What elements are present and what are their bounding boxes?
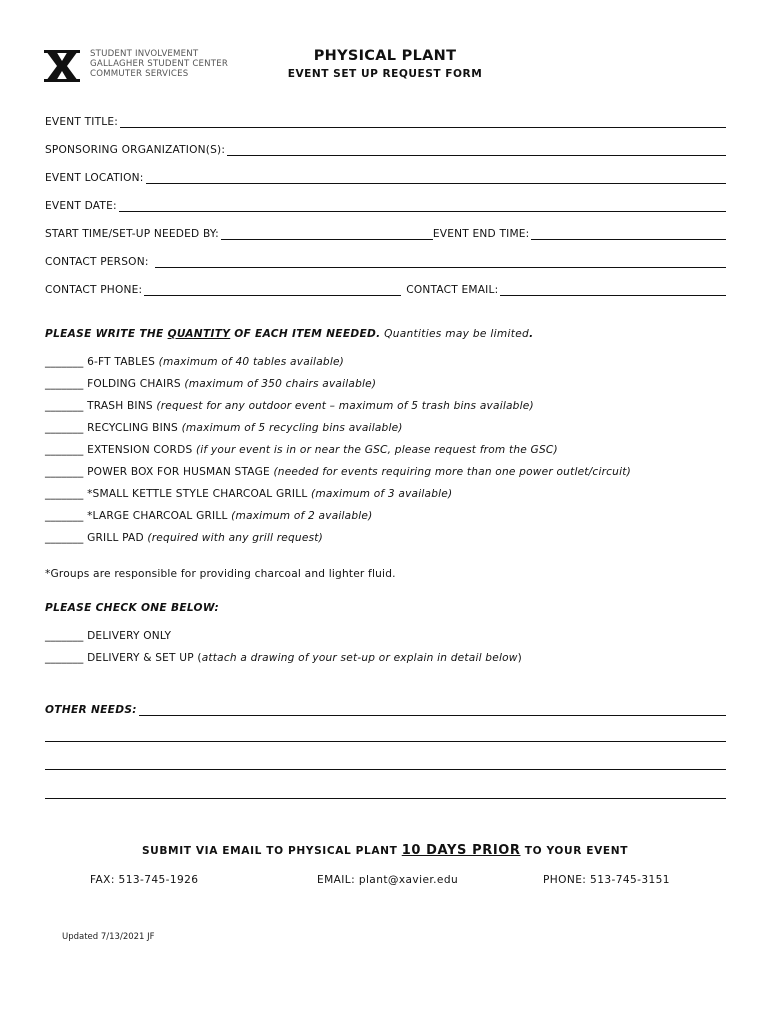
org-line: COMMUTER SERVICES: [90, 69, 189, 79]
delivery-only-label: DELIVERY ONLY: [87, 630, 172, 642]
delivery-setup-row: [45, 652, 522, 664]
item-label: GRILL PAD: [87, 532, 144, 544]
delivery-setup-label: DELIVERY & SET UP (: [87, 652, 202, 664]
delivery-only-row: [45, 630, 171, 642]
location-label: EVENT LOCATION:: [45, 172, 144, 184]
delivery-setup-end: ): [517, 652, 522, 664]
contact-person-field[interactable]: [155, 256, 726, 268]
item-note: (if your event is in or near the GSC, please request from the GSC): [195, 444, 558, 456]
item-note: (maximum of 3 available): [311, 488, 453, 500]
item-label: 6-FT TABLES: [87, 356, 156, 368]
item-label: TRASH BINS: [87, 400, 153, 412]
quantity-blank[interactable]: _______: [45, 510, 84, 522]
submit-tail: TO YOUR EVENT: [520, 845, 629, 857]
updated-note: Updated 7/13/2021 JF: [62, 932, 155, 942]
item-note: (maximum of 40 tables available): [158, 356, 345, 368]
item-label: FOLDING CHAIRS: [87, 378, 181, 390]
page-title: PHYSICAL PLANT: [313, 48, 457, 64]
item-row: [45, 444, 558, 456]
instr-quantity: QUANTITY: [167, 328, 231, 340]
other-needs-line[interactable]: [45, 769, 726, 770]
check-blank[interactable]: _______: [45, 630, 84, 642]
org-line: GALLAGHER STUDENT CENTER: [90, 59, 229, 69]
event-title-label: EVENT TITLE:: [45, 116, 119, 128]
contact-phone-label: CONTACT PHONE:: [45, 284, 143, 296]
quantity-blank[interactable]: _______: [45, 532, 84, 544]
start-time-label: START TIME/SET-UP NEEDED BY:: [45, 228, 219, 240]
contact-person-label: CONTACT PERSON:: [45, 256, 149, 268]
quantity-blank[interactable]: _______: [45, 378, 84, 390]
check-heading: PLEASE CHECK ONE BELOW:: [45, 602, 220, 614]
other-needs-row: [45, 702, 726, 716]
sponsoring-field[interactable]: [227, 144, 726, 156]
quantity-blank[interactable]: _______: [45, 466, 84, 478]
date-row: [45, 198, 726, 212]
contact-email-field[interactable]: [500, 284, 726, 296]
phone-number: PHONE: 513-745-3151: [543, 874, 670, 886]
item-note: (maximum of 2 available): [231, 510, 373, 522]
quantity-blank[interactable]: _______: [45, 422, 84, 434]
instr-dot: .: [529, 328, 534, 340]
quantity-blank[interactable]: _______: [45, 400, 84, 412]
item-note: (required with any grill request): [147, 532, 323, 544]
quantity-instructions: [45, 328, 533, 340]
item-label: *SMALL KETTLE STYLE CHARCOAL GRILL: [87, 488, 308, 500]
instr-tail: OF EACH ITEM NEEDED.: [230, 328, 381, 340]
footnote: *Groups are responsible for providing charcoal and lighter fluid.: [45, 568, 396, 580]
quantity-blank[interactable]: _______: [45, 356, 84, 368]
location-row: [45, 170, 726, 184]
time-row: [45, 226, 726, 240]
end-time-label: EVENT END TIME:: [432, 228, 530, 240]
location-field[interactable]: [146, 172, 726, 184]
contact-person-row: [45, 254, 726, 268]
quantity-blank[interactable]: _______: [45, 488, 84, 500]
other-needs-field[interactable]: [139, 704, 726, 716]
other-needs-line[interactable]: [45, 741, 726, 742]
item-row: [45, 466, 631, 478]
submit-emphasis: 10 DAYS PRIOR: [401, 843, 521, 858]
email-address: EMAIL: plant@xavier.edu: [317, 874, 459, 886]
item-row: [45, 532, 323, 544]
item-label: RECYCLING BINS: [87, 422, 178, 434]
contact-email-label: CONTACT EMAIL:: [406, 284, 499, 296]
other-needs-label: OTHER NEEDS:: [45, 704, 137, 716]
item-note: (maximum of 350 chairs available): [184, 378, 377, 390]
check-blank[interactable]: _______: [45, 652, 84, 664]
page-subtitle: EVENT SET UP REQUEST FORM: [287, 68, 483, 80]
sponsoring-row: [45, 142, 726, 156]
event-title-field[interactable]: [120, 116, 726, 128]
item-row: [45, 356, 344, 368]
quantity-blank[interactable]: _______: [45, 444, 84, 456]
item-row: [45, 400, 534, 412]
submit-lead: SUBMIT VIA EMAIL TO PHYSICAL PLANT: [141, 845, 402, 857]
item-row: [45, 378, 376, 390]
org-line: STUDENT INVOLVEMENT: [90, 49, 199, 59]
item-note: (needed for events requiring more than one power outlet/circuit): [273, 466, 631, 478]
contact-phone-field[interactable]: [144, 284, 401, 296]
other-needs-line[interactable]: [45, 798, 726, 799]
fax-number: FAX: 513-745-1926: [90, 874, 199, 886]
item-label: EXTENSION CORDS: [87, 444, 193, 456]
item-row: [45, 510, 373, 522]
delivery-setup-note: attach a drawing of your set-up or explain in detail below: [201, 652, 518, 664]
start-time-field[interactable]: [221, 228, 433, 240]
sponsoring-label: SPONSORING ORGANIZATION(S):: [45, 144, 226, 156]
item-row: [45, 488, 452, 500]
item-note: (maximum of 5 recycling bins available): [181, 422, 403, 434]
item-row: [45, 422, 403, 434]
contact-phone-row: [45, 282, 726, 296]
instr-lead: PLEASE WRITE THE: [45, 328, 168, 340]
end-time-field[interactable]: [531, 228, 726, 240]
submit-instructions: [0, 843, 770, 858]
item-label: POWER BOX FOR HUSMAN STAGE: [87, 466, 270, 478]
event-title-row: [45, 114, 726, 128]
date-label: EVENT DATE:: [45, 200, 117, 212]
instr-limited: Quantities may be limited: [380, 328, 530, 340]
item-note: (request for any outdoor event – maximum of 5 trash bins available): [156, 400, 534, 412]
item-label: *LARGE CHARCOAL GRILL: [87, 510, 228, 522]
date-field[interactable]: [119, 200, 726, 212]
